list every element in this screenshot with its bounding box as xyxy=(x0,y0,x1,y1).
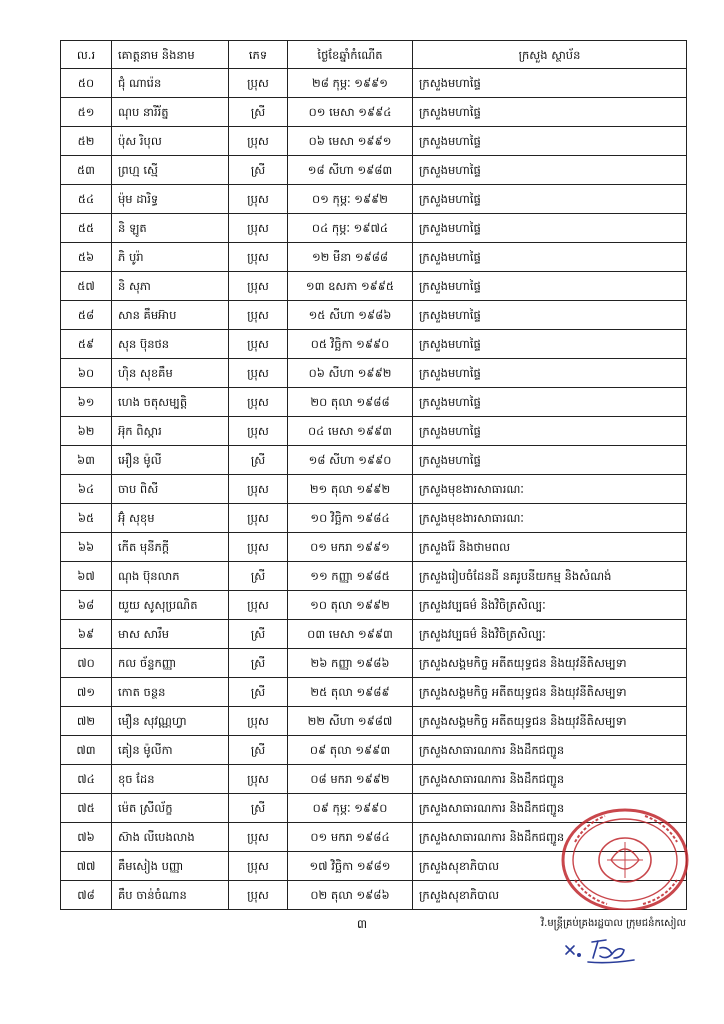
cell-name: ស៊ាង លីបេងលាង xyxy=(112,823,229,852)
cell-sex: ស្រី xyxy=(229,98,288,127)
cell-sex: ប្រុស xyxy=(229,823,288,852)
table-row xyxy=(61,678,687,707)
cell-ministry: ក្រសួងមហាផ្ទៃ xyxy=(413,127,687,156)
cell-sex: ប្រុស xyxy=(229,765,288,794)
cell-ministry: ក្រសួងមហាផ្ទៃ xyxy=(413,98,687,127)
cell-number: ៥៩ xyxy=(61,330,112,359)
cell-name: មាស សារឹម xyxy=(112,620,229,649)
table-row xyxy=(61,649,687,678)
cell-sex: ស្រី xyxy=(229,446,288,475)
cell-date-of-birth: ២២ សីហា ១៩៨៧ xyxy=(288,707,413,736)
table-row xyxy=(61,736,687,765)
cell-ministry: ក្រសួងមហាផ្ទៃ xyxy=(413,446,687,475)
cell-number: ៧៧ xyxy=(61,852,112,881)
cell-date-of-birth: ១៨ សីហា ១៩៨៣ xyxy=(288,156,413,185)
cell-sex: ប្រុស xyxy=(229,707,288,736)
cell-date-of-birth: ០៦ មេសា ១៩៩១ xyxy=(288,127,413,156)
cell-sex: ប្រុស xyxy=(229,127,288,156)
cell-number: ៧៨ xyxy=(61,881,112,910)
table-row xyxy=(61,852,687,881)
cell-date-of-birth: ០៤ កុម្ភៈ ១៩៧៤ xyxy=(288,214,413,243)
cell-number: ៧៦ xyxy=(61,823,112,852)
cell-number: ៥៦ xyxy=(61,243,112,272)
cell-date-of-birth: ០៩ កុម្ភៈ ១៩៩០ xyxy=(288,794,413,823)
cell-name: ប៉ុស រិបុល xyxy=(112,127,229,156)
cell-number: ៦៧ xyxy=(61,562,112,591)
cell-ministry: ក្រសួងរៀបចំដែនដី នគរូបនីយកម្ម និងសំណង់ xyxy=(413,562,687,591)
cell-number: ៦១ xyxy=(61,388,112,417)
cell-sex: ប្រុស xyxy=(229,359,288,388)
cell-number: ៦៥ xyxy=(61,504,112,533)
cell-name: ព្រហ្ម ស្មើ xyxy=(112,156,229,185)
cell-name: កល ច័ន្ទកញ្ញា xyxy=(112,649,229,678)
cell-date-of-birth: ០៦ សីហា ១៩៩២ xyxy=(288,359,413,388)
page-number: ៣ xyxy=(356,917,368,931)
cell-number: ៥២ xyxy=(61,127,112,156)
cell-sex: ប្រុស xyxy=(229,852,288,881)
cell-ministry: ក្រសួងសាធារណការ និងដឹកជញ្ជូន xyxy=(413,765,687,794)
cell-ministry: ក្រសួងវប្បធម៌ និងវិចិត្រសិល្បៈ xyxy=(413,591,687,620)
cell-sex: ស្រី xyxy=(229,649,288,678)
cell-name: ភិ បូរ៉ា xyxy=(112,243,229,272)
cell-ministry: ក្រសួងសង្គមកិច្ច អតីតយុទ្ធជន និងយុវនីតិសម្បទា xyxy=(413,649,687,678)
cell-name: កើត មុនីភក្តី xyxy=(112,533,229,562)
cell-ministry: ក្រសួងសាធារណការ និងដឹកជញ្ជូន xyxy=(413,736,687,765)
cell-ministry: ក្រសួងមហាផ្ទៃ xyxy=(413,330,687,359)
cell-number: ៧១ xyxy=(61,678,112,707)
cell-number: ៧៣ xyxy=(61,736,112,765)
table-row xyxy=(61,533,687,562)
cell-name: ជុំ ណារ៉េន xyxy=(112,69,229,98)
cell-date-of-birth: ០៩ តុលា ១៩៩៣ xyxy=(288,736,413,765)
cell-number: ៦៦ xyxy=(61,533,112,562)
cell-name: អឿន ម៉ូលី xyxy=(112,446,229,475)
table-row xyxy=(61,156,687,185)
cell-number: ៦៤ xyxy=(61,475,112,504)
cell-date-of-birth: ២៥ តុលា ១៩៨៩ xyxy=(288,678,413,707)
cell-date-of-birth: ២៦ កញ្ញា ១៩៨៦ xyxy=(288,649,413,678)
table-row xyxy=(61,127,687,156)
cell-sex: ប្រុស xyxy=(229,69,288,98)
table-row xyxy=(61,185,687,214)
cell-number: ៧៥ xyxy=(61,794,112,823)
cell-name: សាន គឹមអ៊ាប xyxy=(112,301,229,330)
cell-date-of-birth: ០២ តុលា ១៩៨៦ xyxy=(288,881,413,910)
cell-date-of-birth: ១០ វិច្ឆិកា ១៩៨៤ xyxy=(288,504,413,533)
cell-sex: ប្រុស xyxy=(229,388,288,417)
roster-table xyxy=(60,40,687,910)
cell-name: គឹមសៀង បញ្ញា xyxy=(112,852,229,881)
cell-ministry: ក្រសួងមហាផ្ទៃ xyxy=(413,243,687,272)
cell-date-of-birth: ០១ មករា ១៩៨៤ xyxy=(288,823,413,852)
cell-date-of-birth: ១១ កញ្ញា ១៩៨៥ xyxy=(288,562,413,591)
cell-ministry: ក្រសួងវប្បធម៌ និងវិចិត្រសិល្បៈ xyxy=(413,620,687,649)
cell-ministry: ក្រសួងមហាផ្ទៃ xyxy=(413,388,687,417)
cell-number: ៧២ xyxy=(61,707,112,736)
cell-date-of-birth: ១៧ វិច្ឆិកា ១៩៨១ xyxy=(288,852,413,881)
cell-ministry: ក្រសួងមហាផ្ទៃ xyxy=(413,185,687,214)
table-body xyxy=(61,69,687,910)
cell-sex: ស្រី xyxy=(229,562,288,591)
footer-note: វិ.មន្ត្រីគ្រប់គ្រងរដ្ឋបាល ក្រុមជនំកសៀល xyxy=(540,918,686,929)
cell-sex: ប្រុស xyxy=(229,475,288,504)
cell-number: ៦០ xyxy=(61,359,112,388)
cell-ministry: ក្រសួងមហាផ្ទៃ xyxy=(413,214,687,243)
cell-name: ម៉ុម ដារិទ្ធ xyxy=(112,185,229,214)
table-row xyxy=(61,98,687,127)
cell-date-of-birth: ២០ តុលា ១៩៨៨ xyxy=(288,388,413,417)
cell-sex: ស្រី xyxy=(229,620,288,649)
cell-ministry: ក្រសួងមហាផ្ទៃ xyxy=(413,417,687,446)
cell-date-of-birth: ០៨ មករា ១៩៩២ xyxy=(288,765,413,794)
cell-date-of-birth: ១៣ ឧសភា ១៩៩៥ xyxy=(288,272,413,301)
table-row xyxy=(61,69,687,98)
table-row xyxy=(61,359,687,388)
cell-date-of-birth: ០៣ មេសា ១៩៩៣ xyxy=(288,620,413,649)
cell-name: ហេង ចតុសម្បត្តិ xyxy=(112,388,229,417)
table-row xyxy=(61,243,687,272)
cell-sex: ប្រុស xyxy=(229,330,288,359)
cell-ministry: ក្រសួងសុខាភិបាល xyxy=(413,852,687,881)
table-row xyxy=(61,881,687,910)
cell-sex: ស្រី xyxy=(229,794,288,823)
table-row xyxy=(61,794,687,823)
cell-name: និ ឡូត xyxy=(112,214,229,243)
cell-number: ៧០ xyxy=(61,649,112,678)
table-row xyxy=(61,620,687,649)
cell-name: ម៉េត ស្រីល័ក្ខ xyxy=(112,794,229,823)
cell-sex: ប្រុស xyxy=(229,881,288,910)
cell-date-of-birth: ២៨ កុម្ភៈ ១៩៩១ xyxy=(288,69,413,98)
cell-name: យួយ សូសុប្រណិត xyxy=(112,591,229,620)
table-row xyxy=(61,475,687,504)
cell-date-of-birth: ០១ មករា ១៩៩១ xyxy=(288,533,413,562)
cell-name: ណុប នារីរ័ត្ន xyxy=(112,98,229,127)
header-sex: ភេទ xyxy=(229,41,288,69)
table-header-row xyxy=(61,41,687,69)
cell-sex: ស្រី xyxy=(229,678,288,707)
cell-name: ណុង ប៊ុនលាភ xyxy=(112,562,229,591)
cell-ministry: ក្រសួងមហាផ្ទៃ xyxy=(413,301,687,330)
cell-ministry: ក្រសួងមុខងារសាធារណៈ xyxy=(413,504,687,533)
cell-ministry: ក្រសួងមុខងារសាធារណៈ xyxy=(413,475,687,504)
cell-number: ៧៤ xyxy=(61,765,112,794)
cell-sex: ប្រុស xyxy=(229,301,288,330)
cell-date-of-birth: ១២ មីនា ១៩៨៨ xyxy=(288,243,413,272)
header-name: គោត្តនាម និងនាម xyxy=(112,41,229,69)
header-date-of-birth: ថ្ងៃខែឆ្នាំកំណើត xyxy=(288,41,413,69)
cell-ministry: ក្រសួងមហាផ្ទៃ xyxy=(413,272,687,301)
cell-sex: ប្រុស xyxy=(229,591,288,620)
cell-sex: ប្រុស xyxy=(229,417,288,446)
cell-number: ៥៥ xyxy=(61,214,112,243)
cell-name: និ សុភា xyxy=(112,272,229,301)
table-row xyxy=(61,823,687,852)
cell-number: ៦៩ xyxy=(61,620,112,649)
cell-name: មឿន សុវណ្ណហ្វា xyxy=(112,707,229,736)
header-number: ល.រ xyxy=(61,41,112,69)
cell-name: ខុច ដែន xyxy=(112,765,229,794)
cell-number: ៥៣ xyxy=(61,156,112,185)
table-row xyxy=(61,388,687,417)
cell-date-of-birth: ០៤ មេសា ១៩៩៣ xyxy=(288,417,413,446)
cell-date-of-birth: ១៥ សីហា ១៩៨៦ xyxy=(288,301,413,330)
cell-sex: ប្រុស xyxy=(229,214,288,243)
cell-ministry: ក្រសួងរ៉ែ និងថាមពល xyxy=(413,533,687,562)
table-row xyxy=(61,272,687,301)
cell-ministry: ក្រសួងសង្គមកិច្ច អតីតយុទ្ធជន និងយុវនីតិសម្បទា xyxy=(413,678,687,707)
cell-sex: ប្រុស xyxy=(229,243,288,272)
cell-number: ៦២ xyxy=(61,417,112,446)
cell-name: គឹប ចាន់ចំណាន xyxy=(112,881,229,910)
cell-date-of-birth: ២១ តុលា ១៩៩២ xyxy=(288,475,413,504)
cell-number: ៥៧ xyxy=(61,272,112,301)
cell-sex: ប្រុស xyxy=(229,185,288,214)
cell-sex: ប្រុស xyxy=(229,504,288,533)
cell-ministry: ក្រសួងមហាផ្ទៃ xyxy=(413,156,687,185)
cell-number: ៥៨ xyxy=(61,301,112,330)
cell-name: អ៊ុំ សុខុម xyxy=(112,504,229,533)
table-row xyxy=(61,301,687,330)
cell-number: ៦៣ xyxy=(61,446,112,475)
cell-name: ចាប ពិសី xyxy=(112,475,229,504)
cell-name: ហ៊ិន សុខគឹម xyxy=(112,359,229,388)
cell-ministry: ក្រសួងសាធារណការ និងដឹកជញ្ជូន xyxy=(413,794,687,823)
table-row xyxy=(61,214,687,243)
cell-sex: ប្រុស xyxy=(229,272,288,301)
table-row xyxy=(61,707,687,736)
cell-ministry: ក្រសួងសុខាភិបាល xyxy=(413,881,687,910)
cell-date-of-birth: ១០ តុលា ១៩៩២ xyxy=(288,591,413,620)
cell-name: សុន ប៊ុនថន xyxy=(112,330,229,359)
cell-ministry: ក្រសួងសាធារណការ និងដឹកជញ្ជូន xyxy=(413,823,687,852)
cell-ministry: ក្រសួងមហាផ្ទៃ xyxy=(413,359,687,388)
table-row xyxy=(61,417,687,446)
table-row xyxy=(61,330,687,359)
cell-date-of-birth: ០១ កុម្ភៈ ១៩៩២ xyxy=(288,185,413,214)
cell-sex: ស្រី xyxy=(229,156,288,185)
cell-ministry: ក្រសួងមហាផ្ទៃ xyxy=(413,69,687,98)
cell-date-of-birth: ១៨ សីហា ១៩៩០ xyxy=(288,446,413,475)
cell-number: ៥៤ xyxy=(61,185,112,214)
cell-number: ៥០ xyxy=(61,69,112,98)
table-row xyxy=(61,504,687,533)
cell-date-of-birth: ០១ មេសា ១៩៩៤ xyxy=(288,98,413,127)
cell-ministry: ក្រសួងសង្គមកិច្ច អតីតយុទ្ធជន និងយុវនីតិសម្បទា xyxy=(413,707,687,736)
cell-number: ៦៨ xyxy=(61,591,112,620)
table-row xyxy=(61,562,687,591)
cell-sex: ប្រុស xyxy=(229,533,288,562)
table-row xyxy=(61,765,687,794)
cell-name: អ៊ុក ពិស្ការ xyxy=(112,417,229,446)
cell-sex: ស្រី xyxy=(229,736,288,765)
cell-number: ៥១ xyxy=(61,98,112,127)
cell-name: គៀន ម៉ូលីកា xyxy=(112,736,229,765)
cell-date-of-birth: ០៥ វិច្ឆិកា ១៩៩០ xyxy=(288,330,413,359)
cell-name: កោត ចន្ថន xyxy=(112,678,229,707)
table-row xyxy=(61,591,687,620)
signature-icon xyxy=(560,932,640,966)
table-row xyxy=(61,446,687,475)
header-ministry: ក្រសួង ស្ថាប័ន xyxy=(413,41,687,69)
